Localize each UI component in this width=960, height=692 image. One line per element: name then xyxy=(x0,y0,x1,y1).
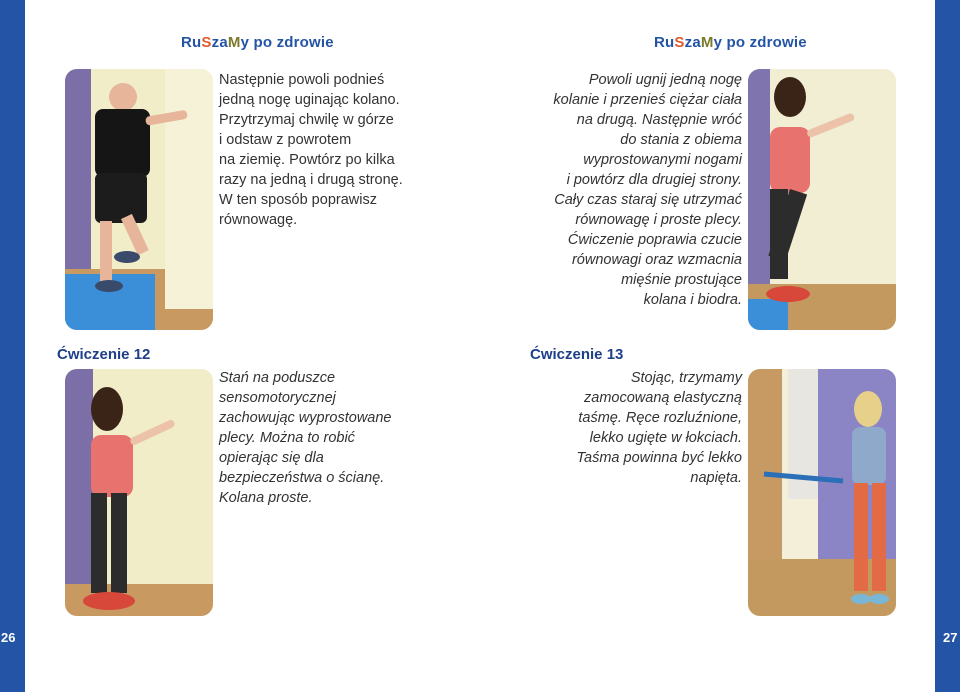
text-line: sensomotorycznej xyxy=(219,390,336,406)
text-line: Stań na poduszce xyxy=(219,370,336,386)
text-line: do stania z obiema xyxy=(620,132,742,148)
photo-woman-cushion xyxy=(65,369,213,616)
text-line: Przytrzymaj chwilę w górze xyxy=(219,112,394,128)
photo-woman-elastic-band xyxy=(748,369,896,616)
right-page-edge-bar xyxy=(935,0,960,692)
text-line: plecy. Można to robić xyxy=(219,430,355,446)
text-line: razy na jedną i drugą stronę. xyxy=(219,172,403,188)
instruction-text-knee-bend xyxy=(520,70,742,310)
text-line: równowagę. xyxy=(219,212,298,228)
instruction-text-one-leg-lift xyxy=(219,70,403,230)
exercise-13-text xyxy=(520,368,742,488)
text-line: na ziemię. Powtórz po kilka xyxy=(219,152,395,168)
text-line: równowagę i proste plecy. xyxy=(575,212,742,228)
text-line: opierając się dla xyxy=(219,450,324,466)
text-line: Stojąc, trzymamy xyxy=(630,370,742,386)
header-logo-right: RuSzaMy po zdrowie xyxy=(654,34,807,51)
photo-woman-bent-knee xyxy=(748,69,896,330)
page-number-right: 27 xyxy=(943,630,958,645)
left-page-edge-bar xyxy=(0,0,25,692)
text-line: Cały czas staraj się utrzymać xyxy=(554,192,742,208)
text-line: Kolana proste. xyxy=(219,490,313,506)
text-line: wyprostowanymi nogami xyxy=(583,152,742,168)
text-line: bezpieczeństwa o ścianę. xyxy=(219,470,385,486)
text-line: zachowując wyprostowane xyxy=(219,410,392,426)
text-line: napięta. xyxy=(690,470,742,486)
text-line: jedną nogę uginając kolano. xyxy=(219,92,400,108)
header-logo-left: RuSzaMy po zdrowie xyxy=(181,34,334,51)
text-line: kolanie i przenieś ciężar ciała xyxy=(553,92,742,108)
text-line: taśmę. Ręce rozluźnione, xyxy=(578,410,742,426)
exercise-12-title: Ćwiczenie 12 xyxy=(57,346,151,363)
text-line: lekko ugięte w łokciach. xyxy=(589,430,742,446)
text-line: na drugą. Następnie wróć xyxy=(576,112,742,128)
photo-man-one-leg xyxy=(65,69,213,330)
text-line: równowagi oraz wzmacnia xyxy=(571,252,742,268)
text-line: i odstaw z powrotem xyxy=(219,132,352,148)
text-line: Taśma powinna być lekko xyxy=(576,450,742,466)
page-number-left: 26 xyxy=(1,630,16,645)
text-line: Następnie powoli podnieś xyxy=(219,72,385,88)
text-line: W ten sposób poprawisz xyxy=(219,192,377,208)
exercise-12-text xyxy=(219,368,391,508)
text-line: Powoli ugnij jedną nogę xyxy=(588,72,742,88)
text-line: zamocowaną elastyczną xyxy=(584,390,742,406)
text-line: i powtórz dla drugiej strony. xyxy=(566,172,742,188)
text-line: kolana i biodra. xyxy=(643,292,742,308)
text-line: mięśnie prostujące xyxy=(621,272,742,288)
text-line: Ćwiczenie poprawia czucie xyxy=(567,232,742,248)
exercise-13-title: Ćwiczenie 13 xyxy=(530,346,624,363)
